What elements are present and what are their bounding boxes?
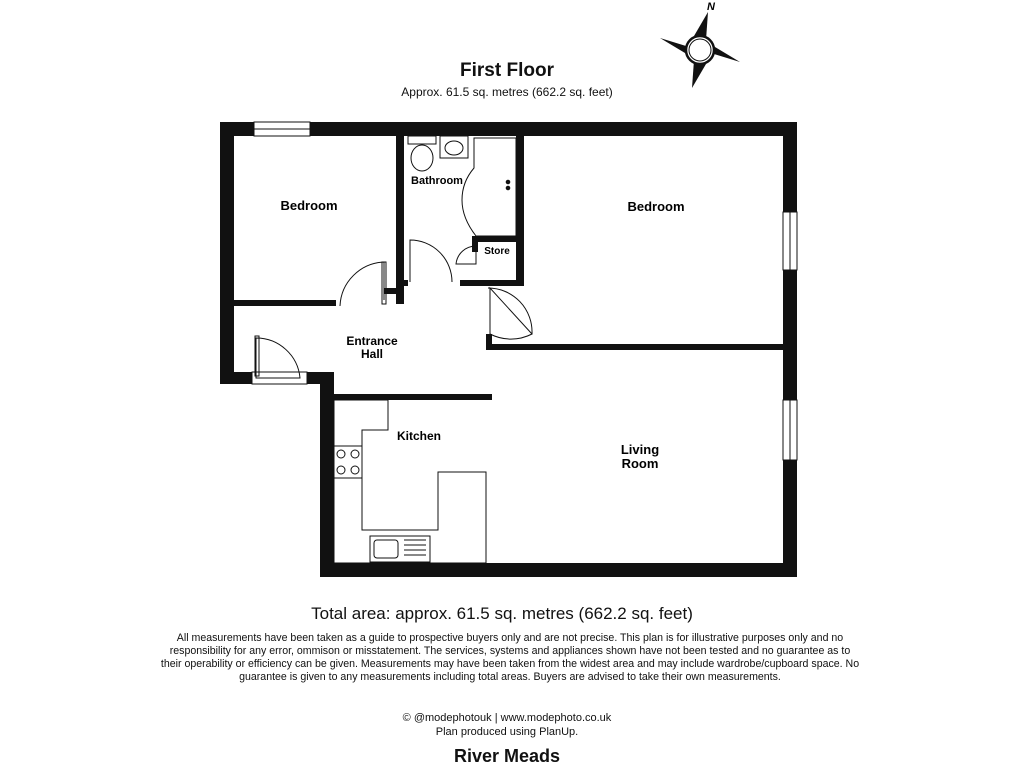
- room-label-bedroom-2: Bedroom: [627, 199, 685, 214]
- doors: [255, 240, 532, 378]
- room-label-kitchen: Kitchen: [396, 429, 442, 443]
- kitchen-fixtures: [334, 400, 486, 563]
- toilet-bowl: [411, 145, 433, 171]
- credit: [0, 711, 1014, 739]
- total-area: Total area: approx. 61.5 sq. metres (662.2 sq. feet): [311, 604, 693, 623]
- room-label-entrance-hall-line2: Hall: [360, 347, 384, 361]
- property-name: River Meads: [453, 746, 561, 766]
- toilet-cistern: [408, 136, 436, 144]
- room-label-living-room-line2: Room: [621, 456, 659, 471]
- disclaimer-text: All measurements have been taken as a guide to prospective buyers only and are not precise. This plan is for illustrative purposes only and no responsibility for any error, ommison or misstatement. The services, systems and appliances shown have not been tested and no guarantee as to their operability or efficiency can be given. Measurements may have been taken from the widest area and may include wardrobe/cupboard space. No guarantee is given to any measurements including total areas. Buyers are advised to take their own measurements.: [160, 632, 860, 683]
- credit-line-1: © @modephotouk | www.modephoto.co.uk: [402, 712, 612, 724]
- room-label-bedroom-1: Bedroom: [280, 198, 338, 213]
- room-label-store: Store: [484, 246, 510, 257]
- credit-line-2: Plan produced using PlanUp.: [435, 726, 579, 738]
- room-label-living-room-line1: Living: [620, 442, 660, 457]
- room-label-bathroom: Bathroom: [411, 175, 463, 187]
- floor-title: First Floor: [460, 60, 554, 81]
- compass-north-label: N: [707, 1, 715, 13]
- floor-area-subtitle: Approx. 61.5 sq. metres (662.2 sq. feet): [401, 85, 613, 99]
- room-label-entrance-hall-line1: Entrance: [346, 334, 398, 348]
